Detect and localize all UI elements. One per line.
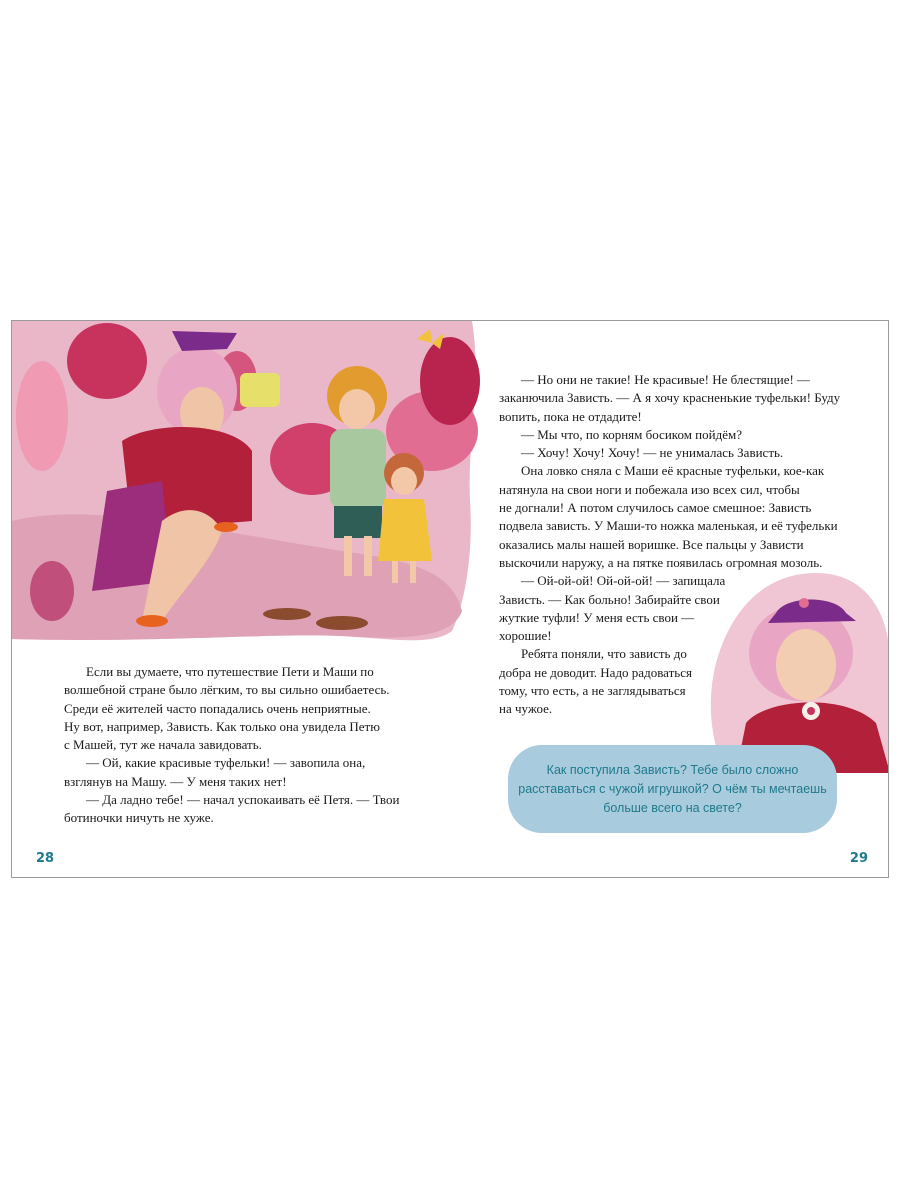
text-line: Зависть. — Как больно! Забирайте свои [499,591,720,607]
text-line: — Ой, какие красивые туфельки! — завопила она, [86,755,366,771]
paragraph [64,663,424,754]
text-line: на чужое. [499,701,553,717]
text-line: оказались малы нашей воришке. Все пальцы у Зависти [499,536,804,552]
text-line: выскочили наружу, а на пятке появилась огромная мозоль. [499,554,823,570]
paragraph [499,426,834,444]
text-line: хорошие! [499,628,552,644]
left-page-text [64,663,424,828]
book-spread [11,320,889,878]
text-line: тому, что есть, а не заглядываться [499,683,686,699]
question-bubble [508,745,837,833]
page-number-left: 28 [36,851,55,866]
text-line: взглянув на Машу. — У меня таких нет! [64,773,287,789]
text-line: заканючила Зависть. — А я хочу красненькие туфельки! Буду [499,390,841,406]
text-line: — Хочу! Хочу! Хочу! — не унималась Зависть. [521,445,784,461]
question-line: Как поступила Зависть? Тебе было сложно [546,762,799,777]
text-line: Она ловко сняла с Маши её красные туфельки, кое-как [521,463,825,479]
text-line: вопить, пока не отдадите! [499,408,642,424]
text-line: натянула на свои ноги и побежала изо всех сил, чтобы [499,481,800,497]
text-line: Ребята поняли, что зависть до [521,646,687,662]
text-line: волшебной стране было лёгким, то вы сильно ошибаетесь. [64,682,390,698]
text-line: Ну вот, например, Зависть. Как только она увидела Петю [64,718,380,734]
question-line: расставаться с чужой игрушкой? О чём ты мечтаешь [518,781,827,796]
page-number-right: 29 [849,851,868,866]
question-line: больше всего на свете? [603,800,742,815]
illustration-scene [12,321,532,651]
text-line: жуткие туфли! У меня есть свои — [499,609,695,625]
paragraph [499,444,834,462]
text-line: ботиночки ничуть не хуже. [64,810,214,826]
text-line: — Ой-ой-ой! Ой-ой-ой! — запищала [521,573,726,589]
text-line: Если вы думаете, что путешествие Пети и Маши по [86,664,374,679]
text-line: — Мы что, по корням босиком пойдём? [521,426,742,442]
paragraph [64,754,424,791]
text-line: — Да ладно тебе! — начал успокаивать её Петя. — Твои [86,792,400,808]
text-line: добра не доводит. Надо радоваться [499,664,692,680]
paragraph [64,791,424,828]
text-line: подвела зависть. У Маши-то ножка маленькая, и её туфельки [499,518,838,534]
text-line: не догнали! А потом случилось самое смешное: Зависть [499,500,812,516]
paragraph [499,371,841,426]
text-line: — Но они не такие! Не красивые! Не блестящие! — [521,372,811,387]
text-line: с Машей, тут же начала завидовать. [64,737,262,753]
paragraph [499,462,838,572]
text-line: Среди её жителей часто попадались очень неприятные. [64,700,371,716]
zavist-portrait [706,573,889,773]
